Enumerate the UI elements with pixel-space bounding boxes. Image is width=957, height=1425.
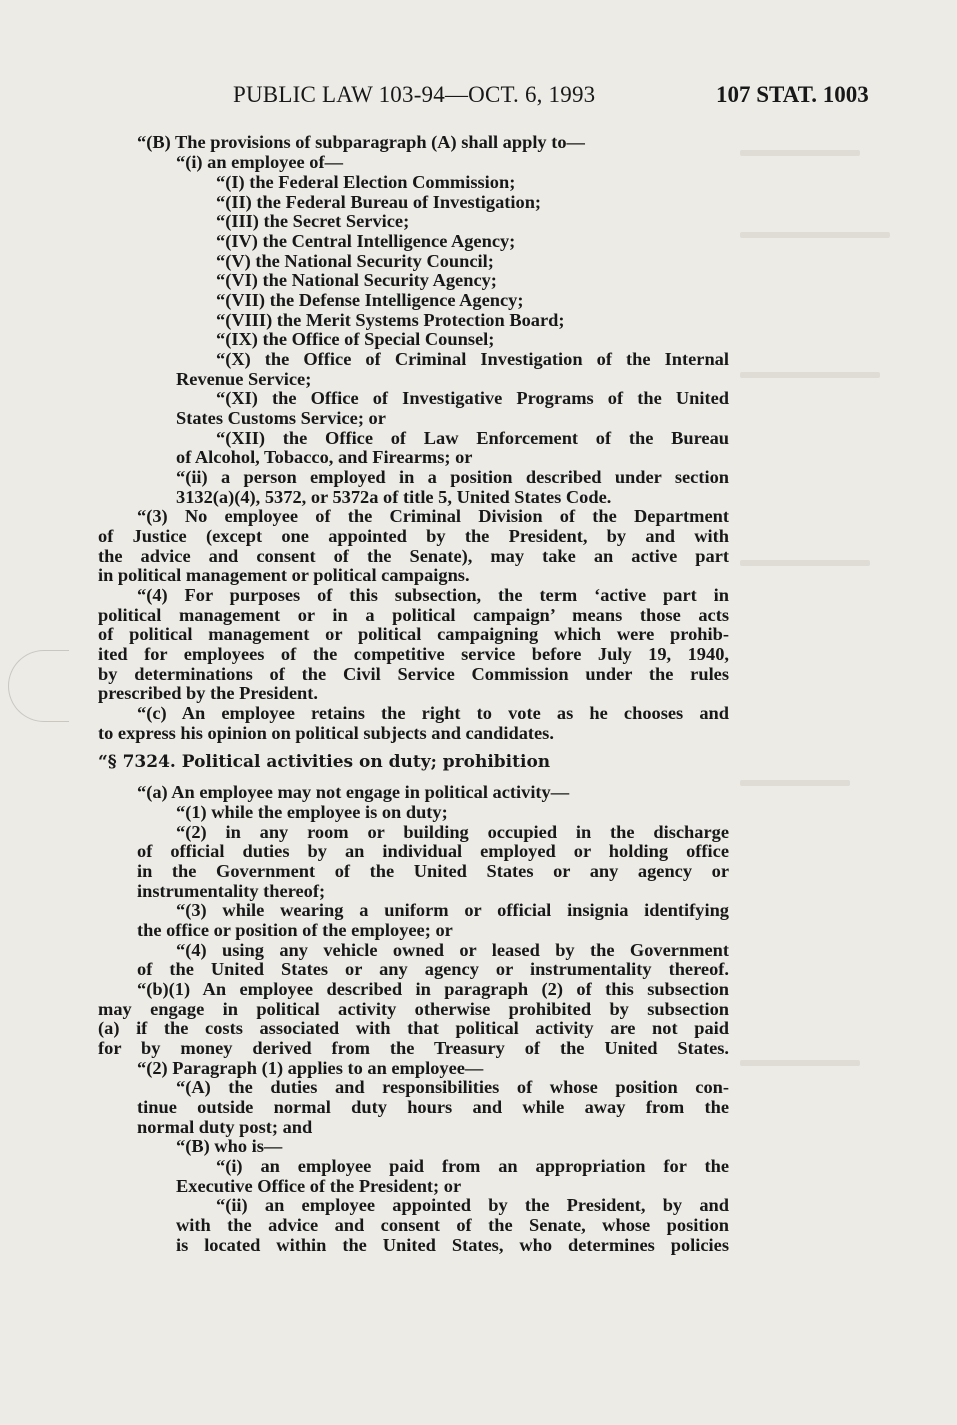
text-line: “(2) in any room or building occupied in the discharge: [176, 822, 729, 842]
text-line: “(B) The provisions of subparagraph (A) shall apply to—: [137, 132, 585, 152]
text-line: “(i) an employee paid from an appropriation for the: [216, 1156, 729, 1176]
bleed-through-mark: [740, 150, 860, 156]
bleed-through-mark: [740, 232, 890, 238]
text-line: “(3) while wearing a uniform or official insignia identifying: [176, 900, 729, 920]
text-line: “(II) the Federal Bureau of Investigation;: [216, 192, 542, 212]
text-line: “(3) No employee of the Criminal Division of the Department: [137, 506, 729, 526]
text-line: “(b)(1) An employee described in paragraph (2) of this subsection: [137, 979, 729, 999]
running-header-title: PUBLIC LAW 103-94—OCT. 6, 1993: [233, 82, 596, 107]
text-line: to express his opinion on political subjects and candidates.: [98, 723, 554, 743]
text-line: ited for employees of the competitive service before July 19, 1940,: [98, 644, 729, 664]
text-line: the advice and consent of the Senate), may take an active part: [98, 546, 729, 566]
text-line: is located within the United States, who determines policies: [176, 1235, 729, 1255]
text-line: Revenue Service;: [176, 369, 312, 389]
running-header-stat: 107 STAT. 1003: [716, 82, 869, 107]
text-line: prescribed by the President.: [98, 683, 318, 703]
text-line: Executive Office of the President; or: [176, 1176, 462, 1196]
text-line: “(2) Paragraph (1) applies to an employee—: [137, 1058, 484, 1078]
text-line: by determinations of the Civil Service Commission under the rules: [98, 664, 729, 684]
text-line: tinue outside normal duty hours and while away from the: [137, 1097, 729, 1117]
section-heading: “§ 7324. Political activities on duty; prohibition: [98, 752, 551, 772]
text-line: “(4) using any vehicle owned or leased by the Government: [176, 940, 729, 960]
text-line: “(VIII) the Merit Systems Protection Board;: [216, 310, 565, 330]
text-line: “(XI) the Office of Investigative Programs of the United: [216, 388, 729, 408]
text-line: “(a) An employee may not engage in political activity—: [137, 782, 570, 802]
text-line: “(I) the Federal Election Commission;: [216, 172, 516, 192]
bleed-through-mark: [740, 1060, 860, 1066]
text-line: States Customs Service; or: [176, 408, 386, 428]
bleed-through-mark: [740, 560, 870, 566]
text-line: with the advice and consent of the Senate, whose position: [176, 1215, 729, 1235]
text-line: “(4) For purposes of this subsection, the term ‘active part in: [137, 585, 729, 605]
text-line: “(1) while the employee is on duty;: [176, 802, 448, 822]
text-line: of political management or political campaigning which were prohib-: [98, 624, 729, 644]
text-line: “(III) the Secret Service;: [216, 211, 410, 231]
text-line: “(i) an employee of—: [176, 152, 344, 172]
bleed-through-mark: [740, 372, 880, 378]
text-line: political management or in a political campaign’ means those acts: [98, 605, 729, 625]
text-line: for by money derived from the Treasury of the United States.: [98, 1038, 729, 1058]
text-line: “(c) An employee retains the right to vote as he chooses and: [137, 703, 729, 723]
text-line: “(VI) the National Security Agency;: [216, 270, 497, 290]
text-line: of Alcohol, Tobacco, and Firearms; or: [176, 447, 473, 467]
text-line: may engage in political activity otherwise prohibited by subsection: [98, 999, 729, 1019]
text-line: (a) if the costs associated with that political activity are not paid: [98, 1018, 729, 1038]
text-line: instrumentality thereof;: [137, 881, 326, 901]
text-line: “(B) who is—: [176, 1136, 283, 1156]
text-line: 3132(a)(4), 5372, or 5372a of title 5, United States Code.: [176, 487, 612, 507]
text-line: “(ii) an employee appointed by the President, by and: [216, 1195, 729, 1215]
text-line: “(XII) the Office of Law Enforcement of the Bureau: [216, 428, 729, 448]
text-line: “(VII) the Defense Intelligence Agency;: [216, 290, 524, 310]
text-line: “(ii) a person employed in a position described under section: [176, 467, 729, 487]
text-line: “(X) the Office of Criminal Investigation of the Internal: [216, 349, 729, 369]
text-line: of Justice (except one appointed by the President, by and with: [98, 526, 729, 546]
text-line: “(IX) the Office of Special Counsel;: [216, 329, 495, 349]
text-line: in political management or political campaigns.: [98, 565, 470, 585]
text-line: the office or position of the employee; or: [137, 920, 453, 940]
text-line: normal duty post; and: [137, 1117, 313, 1137]
text-line: “(A) the duties and responsibilities of whose position con-: [176, 1077, 729, 1097]
text-line: of the United States or any agency or instrumentality thereof.: [137, 959, 729, 979]
text-line: in the Government of the United States or any agency or: [137, 861, 729, 881]
bleed-through-mark: [740, 780, 850, 786]
text-line: of official duties by an individual employed or holding office: [137, 841, 729, 861]
page-smudge: [8, 650, 69, 722]
text-line: “(IV) the Central Intelligence Agency;: [216, 231, 516, 251]
text-line: “(V) the National Security Council;: [216, 251, 494, 271]
